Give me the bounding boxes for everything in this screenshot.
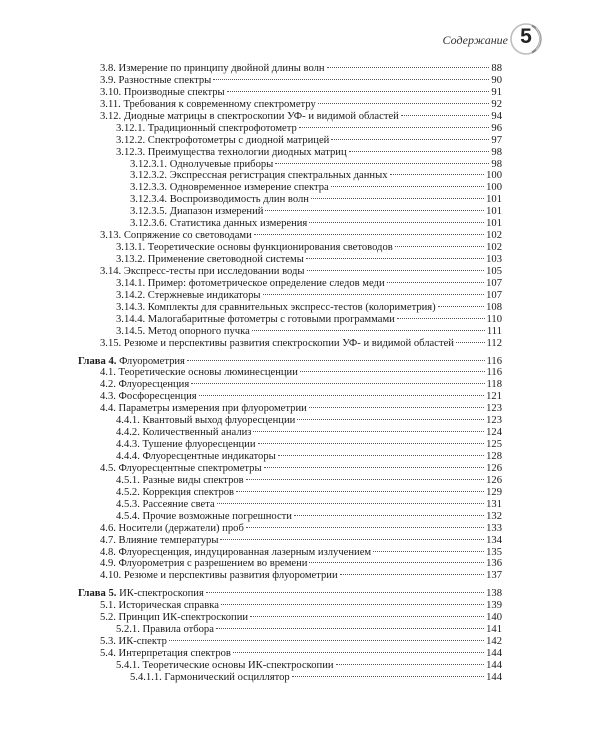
toc-entry-title: 5.4. Интерпретация спектров bbox=[100, 648, 231, 659]
toc-page-number: 100 bbox=[486, 170, 502, 182]
dot-leader bbox=[169, 640, 484, 641]
toc-page-number: 140 bbox=[486, 612, 502, 624]
toc-page-number: 141 bbox=[486, 624, 502, 636]
toc-entry-row[interactable] bbox=[78, 218, 502, 230]
toc-page-number: 118 bbox=[486, 379, 502, 391]
toc-entry-row[interactable] bbox=[78, 266, 502, 278]
toc-entry-row[interactable] bbox=[78, 230, 502, 242]
toc-entry-title: 5.4.1. Теоретические основы ИК-спектроскопии bbox=[116, 659, 334, 671]
dot-leader bbox=[390, 174, 485, 175]
toc-entry-title: 3.13. Сопряжение со световодами bbox=[100, 230, 252, 242]
toc-page-number: 101 bbox=[486, 206, 502, 218]
dot-leader bbox=[292, 676, 484, 677]
toc-entry-row[interactable] bbox=[78, 147, 502, 159]
toc-page-number: 116 bbox=[486, 355, 502, 367]
toc-entry-title: 5.1. Историческая справка bbox=[100, 600, 219, 612]
toc-entry-title: 5.2. Принцип ИК-спектроскопии bbox=[100, 612, 249, 624]
dot-leader bbox=[438, 306, 484, 307]
chapter-title: ИК-спектроскопия bbox=[119, 588, 204, 600]
toc-entry-title: 3.12.3.2. Экспрессная регистрация спектральных данных bbox=[130, 170, 388, 182]
dot-leader bbox=[217, 503, 484, 504]
dot-leader bbox=[395, 246, 484, 247]
dot-leader bbox=[227, 91, 490, 92]
toc-entry-row[interactable] bbox=[78, 367, 502, 379]
toc-page-number: 94 bbox=[491, 110, 502, 122]
toc-entry-title: 3.14.3. Комплекты для сравнительных экспресс-тестов (колориметрия) bbox=[116, 301, 436, 313]
toc-entry-row[interactable] bbox=[78, 111, 502, 123]
toc-entry-title: 4.7. Влияние температуры bbox=[100, 534, 219, 546]
toc-entry-row[interactable] bbox=[78, 624, 502, 636]
toc-page-number: 98 bbox=[491, 146, 502, 158]
toc-page-number: 144 bbox=[486, 671, 502, 683]
toc-entry-title: 4.5.4. Прочие возможные погрешности bbox=[116, 510, 292, 522]
toc-entry-row[interactable] bbox=[78, 278, 502, 290]
dot-leader bbox=[307, 270, 485, 271]
toc-entry-row[interactable] bbox=[78, 427, 502, 439]
page-number: 5 bbox=[520, 25, 532, 48]
dot-leader bbox=[216, 628, 484, 629]
toc-entry-title: 5.2.1. Правила отбора bbox=[116, 624, 214, 636]
toc-entry-row[interactable] bbox=[78, 242, 502, 254]
dot-leader bbox=[246, 527, 484, 528]
table-of-contents bbox=[78, 63, 502, 684]
toc-entry-row[interactable] bbox=[78, 451, 502, 463]
toc-entry-title: 4.4.1. Квантовый выход флуоресценции bbox=[116, 415, 296, 427]
toc-page-number: 101 bbox=[486, 218, 502, 230]
toc-page-number: 102 bbox=[486, 242, 502, 254]
toc-entry-row[interactable] bbox=[78, 475, 502, 487]
page-header bbox=[0, 22, 600, 62]
toc-entry-row[interactable] bbox=[78, 672, 502, 684]
toc-entry-title: 4.3. Фосфоресценция bbox=[100, 391, 197, 403]
dot-leader bbox=[252, 330, 485, 331]
dot-leader bbox=[331, 139, 489, 140]
toc-page-number: 98 bbox=[491, 158, 502, 170]
toc-entry-row[interactable] bbox=[78, 99, 502, 111]
toc-entry-title: 3.15. Резюме и перспективы развития спектроскопии УФ- и видимой областей bbox=[100, 337, 454, 349]
toc-entry-title: 4.4.2. Количественный анализ bbox=[116, 427, 252, 439]
toc-entry-row[interactable] bbox=[78, 558, 502, 570]
dot-leader bbox=[236, 491, 484, 492]
toc-entry-title bbox=[78, 588, 204, 600]
dot-leader bbox=[318, 103, 490, 104]
toc-entry-title: 5.3. ИК-спектр bbox=[100, 636, 167, 648]
toc-entry-row[interactable] bbox=[78, 182, 502, 194]
running-head-title: Содержание bbox=[442, 33, 508, 47]
toc-entry-row[interactable] bbox=[78, 570, 502, 582]
dot-leader bbox=[258, 443, 485, 444]
toc-page-number: 128 bbox=[486, 451, 502, 462]
toc-page-number: 136 bbox=[486, 558, 502, 570]
toc-entry-row[interactable] bbox=[78, 547, 502, 559]
toc-entry-title: 3.12.3.4. Воспроизводимость длин волн bbox=[130, 194, 309, 206]
dot-leader bbox=[221, 604, 484, 605]
toc-page-number: 138 bbox=[486, 588, 502, 600]
toc-entry-row[interactable] bbox=[78, 523, 502, 535]
toc-entry-title: 4.8. Флуоресценция, индуцированная лазерным излучением bbox=[100, 546, 372, 558]
toc-entry-title: 4.2. Флуоресценция bbox=[100, 379, 190, 391]
dot-leader bbox=[336, 664, 485, 665]
chapter-label: Глава 4. bbox=[78, 355, 117, 367]
dot-leader bbox=[264, 467, 485, 468]
dot-leader bbox=[220, 539, 484, 540]
toc-entry-row[interactable] bbox=[78, 660, 502, 672]
toc-page-number: 110 bbox=[486, 313, 502, 325]
dot-leader bbox=[401, 115, 490, 116]
toc-entry-title: 3.9. Разностные спектры bbox=[100, 74, 212, 86]
toc-page-number: 107 bbox=[486, 277, 502, 289]
toc-page-number: 132 bbox=[486, 510, 502, 522]
toc-page-number: 91 bbox=[491, 86, 502, 98]
toc-page-number: 108 bbox=[486, 301, 502, 313]
toc-page-number: 144 bbox=[486, 659, 502, 671]
toc-entry-row[interactable] bbox=[78, 326, 502, 338]
dot-leader bbox=[253, 431, 484, 432]
toc-entry-row[interactable] bbox=[78, 159, 502, 171]
dot-leader bbox=[349, 151, 490, 152]
toc-entry-row[interactable] bbox=[78, 170, 502, 182]
toc-entry-title: 3.12. Диодные матрицы в спектроскопии УФ- и видимой областей bbox=[100, 110, 399, 122]
toc-entry-title: 4.4.4. Флуоресцентные индикаторы bbox=[116, 451, 276, 462]
toc-entry-row[interactable] bbox=[78, 535, 502, 547]
toc-entry-title: 3.12.3. Преимущества технологии диодных матриц bbox=[116, 146, 347, 158]
chapter-label: Глава 5. bbox=[78, 588, 117, 600]
toc-page-number: 124 bbox=[486, 427, 502, 439]
toc-chapter-row[interactable] bbox=[78, 356, 502, 368]
toc-entry-row[interactable] bbox=[78, 403, 502, 415]
dot-leader bbox=[254, 234, 484, 235]
toc-entry-title: 3.8. Измерение по принципу двойной длины волн bbox=[100, 63, 325, 74]
page-number-badge bbox=[508, 22, 548, 62]
dot-leader bbox=[213, 79, 489, 80]
toc-entry-row[interactable] bbox=[78, 439, 502, 451]
dot-leader bbox=[306, 258, 484, 259]
toc-entry-title: 3.12.3.1. Однолучевые приборы bbox=[130, 158, 274, 170]
toc-entry-row[interactable] bbox=[78, 302, 502, 314]
toc-page-number: 116 bbox=[486, 367, 502, 379]
toc-entry-row[interactable] bbox=[78, 194, 502, 206]
dot-leader bbox=[278, 455, 484, 456]
dot-leader bbox=[246, 479, 484, 480]
toc-page-number: 112 bbox=[486, 337, 502, 349]
toc-entry-title: 3.12.3.6. Статистика данных измерения bbox=[130, 218, 308, 230]
toc-entry-title: 3.11. Требования к современному спектрометру bbox=[100, 98, 316, 110]
toc-entry-row[interactable] bbox=[78, 636, 502, 648]
toc-entry-row[interactable] bbox=[78, 206, 502, 218]
toc-page-number: 107 bbox=[486, 289, 502, 301]
toc-entry-title: 3.14. Экспресс-тесты при исследовании воды bbox=[100, 265, 305, 277]
toc-entry-title: 3.12.2. Спектрофотометры с диодной матрицей bbox=[116, 134, 330, 146]
dot-leader bbox=[263, 294, 485, 295]
toc-page-number: 123 bbox=[486, 415, 502, 427]
dot-leader bbox=[299, 127, 490, 128]
toc-page-number: 142 bbox=[486, 636, 502, 648]
dot-leader bbox=[331, 186, 484, 187]
toc-page-number: 90 bbox=[491, 74, 502, 86]
dot-leader bbox=[206, 592, 484, 593]
toc-entry-title: 4.5.3. Рассеяние света bbox=[116, 498, 215, 510]
toc-entry-title: 3.14.1. Пример: фотометрическое определение следов меди bbox=[116, 277, 385, 289]
dot-leader bbox=[456, 342, 485, 343]
toc-entry-row[interactable] bbox=[78, 338, 502, 350]
toc-entry-row[interactable] bbox=[78, 123, 502, 135]
toc-page-number: 144 bbox=[486, 648, 502, 659]
toc-page-number: 105 bbox=[486, 265, 502, 277]
toc-entry-title: 3.14.5. Метод опорного пучка bbox=[116, 325, 250, 337]
dot-leader bbox=[373, 551, 484, 552]
toc-page-number: 126 bbox=[486, 474, 502, 486]
toc-page-number: 134 bbox=[486, 534, 502, 546]
toc-entry-row[interactable] bbox=[78, 415, 502, 427]
toc-page-number: 92 bbox=[491, 98, 502, 110]
toc-entry-row[interactable] bbox=[78, 612, 502, 624]
dot-leader bbox=[309, 222, 484, 223]
toc-entry-title: 5.4.1.1. Гармонический осциллятор bbox=[130, 671, 290, 683]
toc-entry-row[interactable] bbox=[78, 648, 502, 660]
dot-leader bbox=[300, 371, 485, 372]
dot-leader bbox=[250, 616, 484, 617]
toc-page-number: 123 bbox=[486, 403, 502, 415]
toc-entry-title: 3.12.1. Традиционный спектрофотометр bbox=[116, 122, 297, 134]
toc-entry-row[interactable] bbox=[78, 600, 502, 612]
toc-entry-title: 3.13.2. Применение световодной системы bbox=[116, 254, 304, 265]
toc-entry-row[interactable] bbox=[78, 314, 502, 326]
dot-leader bbox=[311, 198, 484, 199]
dot-leader bbox=[294, 515, 484, 516]
toc-page-number: 97 bbox=[491, 134, 502, 146]
toc-page-number: 102 bbox=[486, 230, 502, 242]
toc-entry-row[interactable] bbox=[78, 391, 502, 403]
toc-entry-row[interactable] bbox=[78, 135, 502, 147]
toc-entry-row[interactable] bbox=[78, 254, 502, 266]
toc-page-number: 137 bbox=[486, 570, 502, 582]
dot-leader bbox=[233, 652, 484, 653]
toc-page-number: 121 bbox=[486, 391, 502, 403]
toc-entry-title: 3.13.1. Теоретические основы функционирования световодов bbox=[116, 242, 393, 254]
toc-page-number: 133 bbox=[486, 522, 502, 534]
toc-page-number: 129 bbox=[486, 486, 502, 498]
toc-entry-title: 3.14.2. Стержневые индикаторы bbox=[116, 289, 261, 301]
toc-entry-row[interactable] bbox=[78, 290, 502, 302]
dot-leader bbox=[297, 419, 484, 420]
dot-leader bbox=[309, 407, 484, 408]
toc-entry-title: 4.1. Теоретические основы люминесценции bbox=[100, 367, 298, 379]
toc-chapter-row[interactable] bbox=[78, 588, 502, 600]
dot-leader bbox=[309, 562, 484, 563]
dot-leader bbox=[340, 574, 484, 575]
chapter-title: Флуорометрия bbox=[119, 355, 185, 367]
toc-page-number: 131 bbox=[486, 498, 502, 510]
toc-entry-title: 4.6. Носители (держатели) проб bbox=[100, 522, 244, 534]
toc-entry-title: 4.9. Флуорометрия с разрешением во времени bbox=[100, 558, 308, 570]
dot-leader bbox=[387, 282, 484, 283]
toc-entry-title: 3.12.3.5. Диапазон измерений bbox=[130, 206, 264, 218]
toc-page-number: 101 bbox=[486, 194, 502, 206]
toc-entry-row[interactable] bbox=[78, 511, 502, 523]
toc-page-number: 139 bbox=[486, 600, 502, 612]
toc-entry-row[interactable] bbox=[78, 499, 502, 511]
dot-leader bbox=[327, 67, 490, 68]
toc-entry-title: 4.10. Резюме и перспективы развития флуорометрии bbox=[100, 570, 338, 582]
toc-page-number: 100 bbox=[486, 182, 502, 194]
toc-page-number: 135 bbox=[486, 546, 502, 558]
dot-leader bbox=[187, 360, 485, 361]
dot-leader bbox=[191, 383, 484, 384]
toc-entry-title: 4.5.1. Разные виды спектров bbox=[116, 474, 244, 486]
toc-entry-row[interactable] bbox=[78, 487, 502, 499]
toc-entry-title: 4.4.3. Тушение флуоресценции bbox=[116, 439, 256, 451]
dot-leader bbox=[265, 210, 484, 211]
toc-entry-title: 4.4. Параметры измерения при флуорометрии bbox=[100, 403, 307, 415]
toc-entry-row[interactable] bbox=[78, 63, 502, 75]
toc-entry-title: 4.5. Флуоресцентные спектрометры bbox=[100, 462, 262, 474]
dot-leader bbox=[199, 395, 484, 396]
toc-entry-title: 3.12.3.3. Одновременное измерение спектра bbox=[130, 182, 329, 194]
toc-page-number: 125 bbox=[486, 439, 502, 451]
dot-leader bbox=[275, 163, 489, 164]
toc-entry-row[interactable] bbox=[78, 463, 502, 475]
toc-entry-row[interactable] bbox=[78, 75, 502, 87]
toc-page-number: 103 bbox=[486, 254, 502, 265]
toc-page-number: 88 bbox=[491, 63, 502, 74]
toc-entry-title bbox=[78, 356, 185, 368]
toc-entry-title: 3.10. Производные спектры bbox=[100, 86, 225, 98]
toc-page-number: 96 bbox=[491, 122, 502, 134]
toc-entry-row[interactable] bbox=[78, 87, 502, 99]
toc-page-number: 111 bbox=[486, 325, 502, 337]
toc-entry-row[interactable] bbox=[78, 379, 502, 391]
dot-leader bbox=[397, 318, 485, 319]
toc-page-number: 126 bbox=[486, 462, 502, 474]
toc-entry-title: 4.5.2. Коррекция спектров bbox=[116, 486, 235, 498]
toc-entry-title: 3.14.4. Малогабаритные фотометры с готовыми программами bbox=[116, 313, 395, 325]
